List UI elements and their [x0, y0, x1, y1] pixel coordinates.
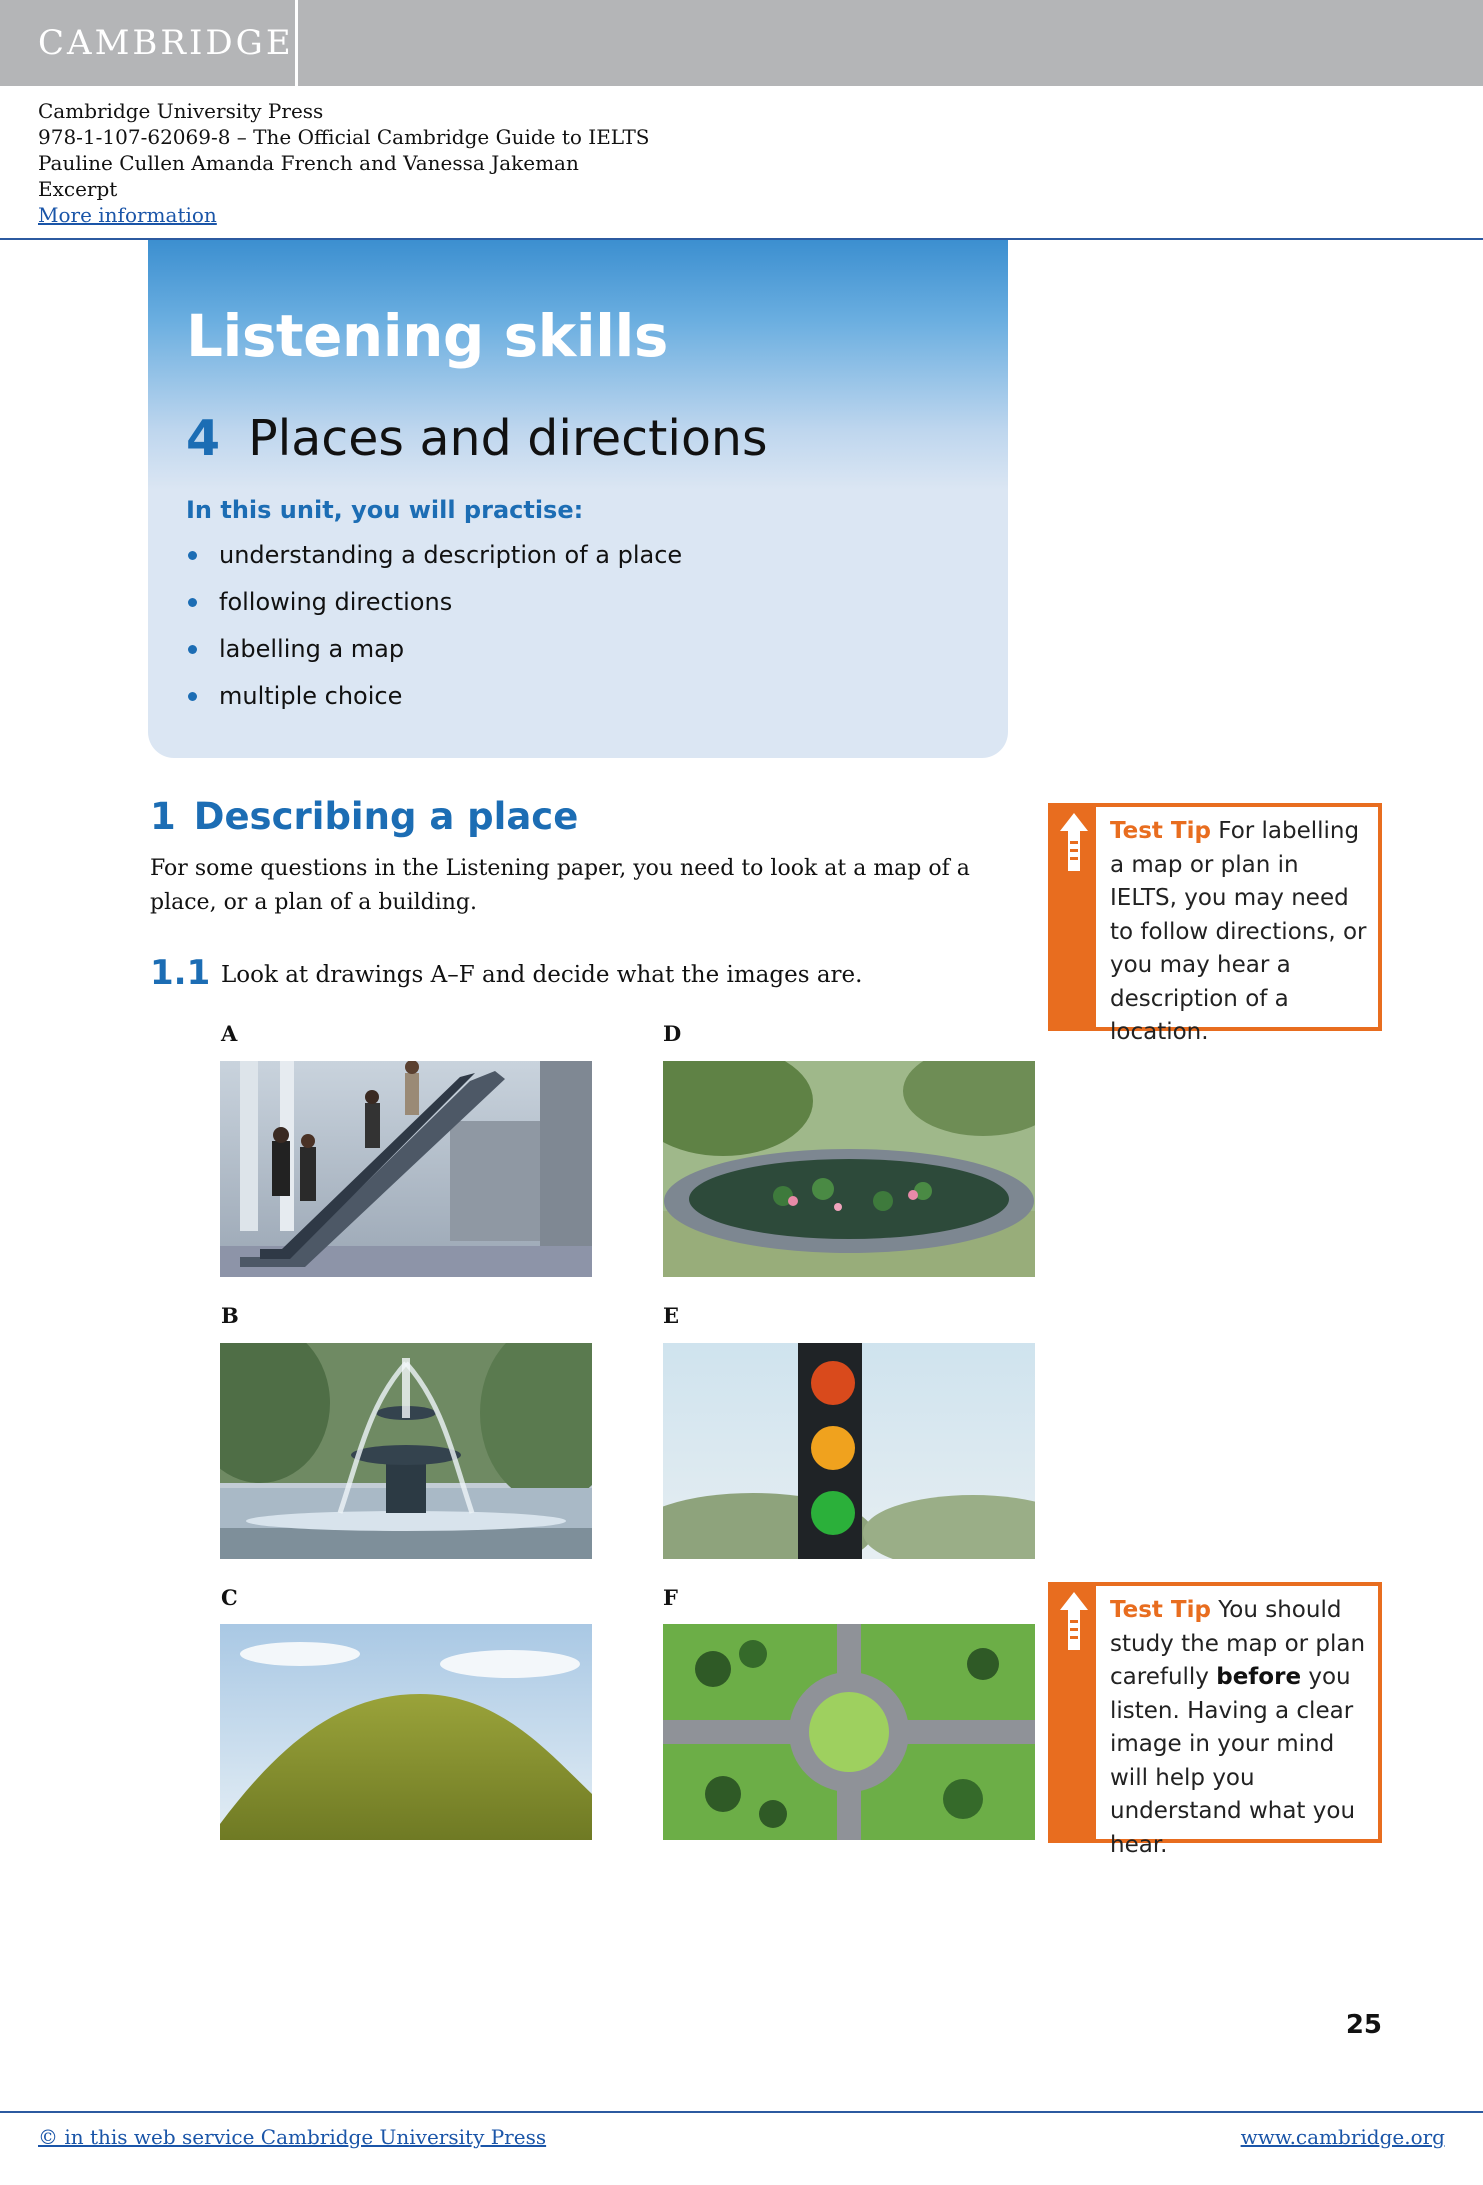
publisher: Cambridge University Press — [38, 99, 324, 123]
traffic-lights-image — [663, 1343, 1035, 1559]
list-item: following directions — [186, 587, 682, 634]
tip-heading: Test Tip — [1110, 1597, 1211, 1623]
picture-label-e: E — [663, 1303, 680, 1328]
book-info — [38, 98, 649, 228]
unit-subtitle-text: Places and directions — [248, 410, 768, 467]
section-title-text: Describing a place — [193, 795, 579, 838]
top-banner — [0, 0, 1483, 86]
tip-body: For labelling a map or plan in IELTS, you may need to follow directions, or you may hear a description of a location. — [1110, 818, 1367, 1045]
tip-body: You should study the map or plan carefully — [1110, 1597, 1366, 1690]
unit-number: 4 — [186, 410, 221, 467]
exercise-number: 1.1 — [150, 953, 211, 993]
test-tip-box-2 — [1048, 1582, 1382, 1858]
tip-text — [1096, 807, 1378, 1058]
bullet-icon — [188, 598, 197, 607]
picture-label-a: A — [221, 1021, 238, 1046]
test-tip-box-1 — [1048, 803, 1382, 1045]
isbn-title: 978-1-107-62069-8 – The Official Cambridge Guide to IELTS — [38, 125, 650, 149]
unit-intro-text: In this unit, you will practise: — [186, 496, 584, 524]
section-title — [150, 795, 578, 838]
fountain-image — [220, 1343, 592, 1559]
excerpt-label: Excerpt — [38, 177, 118, 201]
roundabout-image — [663, 1624, 1035, 1840]
tip-text — [1096, 1586, 1378, 1870]
exercise-instruction: Look at drawings A–F and decide what the images are. — [221, 962, 863, 988]
unit-objectives-list — [186, 540, 682, 728]
bullet-icon — [188, 551, 197, 560]
list-item: understanding a description of a place — [186, 540, 682, 587]
more-information-link[interactable]: More information — [38, 203, 217, 227]
page-number: 25 — [1345, 2010, 1382, 2040]
authors: Pauline Cullen Amanda French and Vanessa Jakeman — [38, 151, 579, 175]
website-link[interactable]: www.cambridge.org — [1240, 2125, 1445, 2149]
tip-bold-word: before — [1216, 1664, 1302, 1690]
picture-label-f: F — [663, 1585, 678, 1610]
section-body: For some questions in the Listening paper, you need to look at a map of a place, or a plan of a building. — [150, 856, 970, 915]
unit-intro-box — [148, 240, 1008, 758]
section-number: 1 — [150, 795, 176, 838]
picture-label-d: D — [663, 1021, 682, 1046]
up-arrow-icon — [1058, 811, 1090, 881]
picture-label-b: B — [221, 1303, 239, 1328]
cambridge-logo: CAMBRIDGE — [0, 0, 298, 86]
tip-heading: Test Tip — [1110, 818, 1211, 844]
tip-stripe — [1052, 807, 1096, 1027]
bullet-icon — [188, 645, 197, 654]
pond-image — [663, 1061, 1035, 1277]
bullet-icon — [188, 692, 197, 701]
list-item: multiple choice — [186, 681, 682, 728]
footer-divider — [0, 2111, 1483, 2113]
hill-image — [220, 1624, 592, 1840]
unit-subtitle — [186, 410, 768, 467]
list-item: labelling a map — [186, 634, 682, 681]
picture-label-c: C — [221, 1585, 238, 1610]
up-arrow-icon — [1058, 1590, 1090, 1660]
tip-stripe — [1052, 1586, 1096, 1839]
escalator-image — [220, 1061, 592, 1277]
copyright-link[interactable]: © in this web service Cambridge University Press — [38, 2125, 547, 2149]
tip-body: you listen. Having a clear image in your mind will help you understand what you hear. — [1110, 1664, 1356, 1858]
unit-title: Listening skills — [186, 302, 668, 370]
